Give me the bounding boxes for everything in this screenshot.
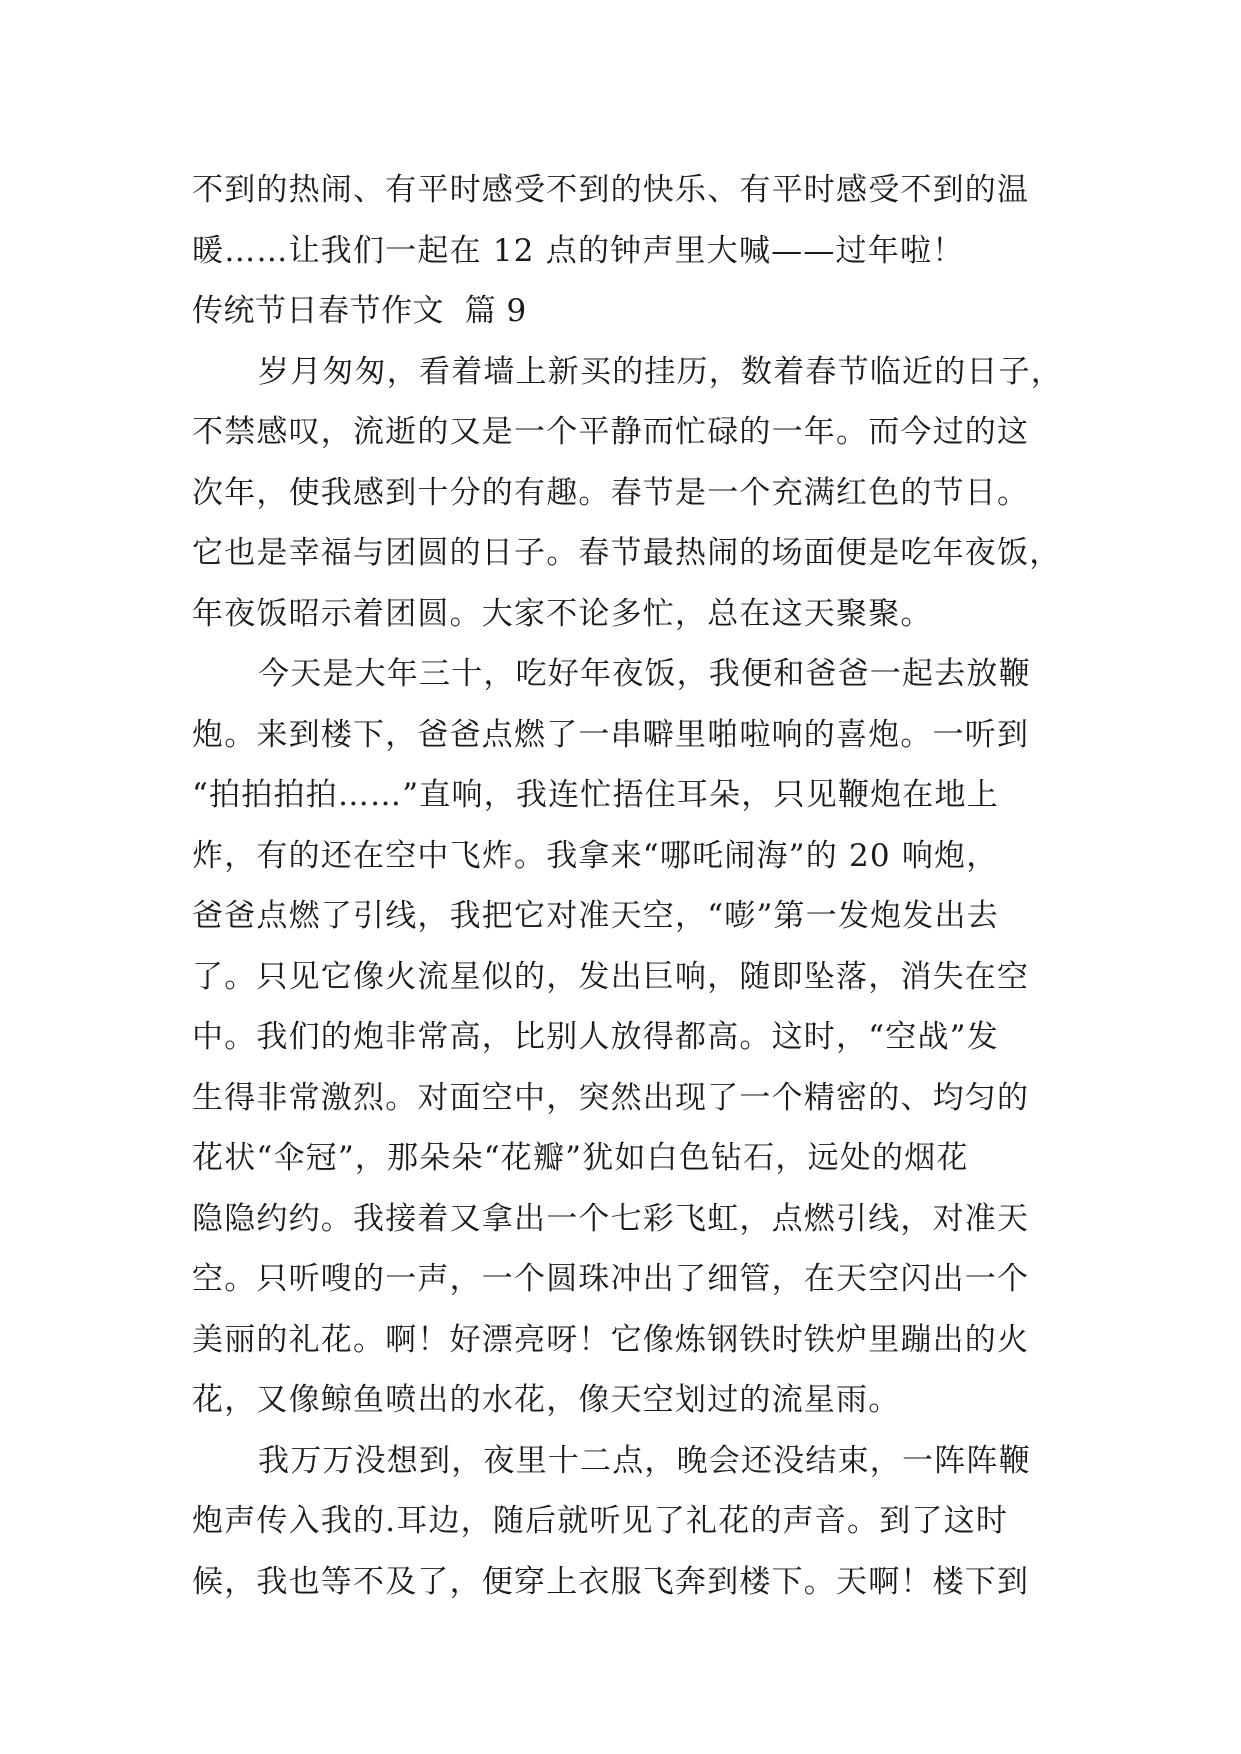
essay-text [192,160,1062,1612]
essay-heading: 传统节日春节作文 篇 9 [192,293,527,329]
paragraph-2-line: 美丽的礼花。啊！好漂亮呀！它像炼钢铁时铁炉里蹦出的火 [192,1321,1030,1358]
paragraph-1-line: 岁月匆匆，看着墙上新买的挂历，数着春节临近的日子， [258,353,1063,390]
paragraph-2-line: 生得非常激烈。对面空中，突然出现了一个精密的、均匀的 [192,1079,1030,1116]
intro-line: 暖……让我们一起在 12 点的钟声里大喊——过年啦！ [192,232,965,269]
paragraph-2-line: 爸爸点燃了引线，我把它对准天空，“嘭”第一发炮发出去 [192,898,999,934]
paragraph-2-line: 今天是大年三十，吃好年夜饭，我便和爸爸一起去放鞭 [258,656,1031,692]
paragraph-2-line: “拍拍拍拍……”直响，我连忙捂住耳朵，只见鞭炮在地上 [192,777,999,813]
paragraph-2-line: 了。只见它像火流星似的，发出巨响，随即坠落，消失在空 [192,958,1030,995]
paragraph-1-line: 不禁感叹，流逝的又是一个平静而忙碌的一年。而今过的这 [192,414,1030,450]
paragraph-2-line: 中。我们的炮非常高，比别人放得都高。这时，“空战”发 [192,1019,999,1055]
paragraph-2-line: 花，又像鲸鱼喷出的水花，像天空划过的流星雨。 [192,1382,901,1418]
paragraph-1-line: 年夜饭昭示着团圆。大家不论多忙，总在这天聚聚。 [192,595,933,632]
paragraph-2-line: 炸，有的还在空中飞炸。我拿来“哪吒闹海”的 20 响炮， [192,837,999,874]
paragraph-1-line: 它也是幸福与团圆的日子。春节最热闹的场面便是吃年夜饭， [192,535,1062,571]
paragraph-2-line: 空。只听嗖的一声，一个圆珠冲出了细管，在天空闪出一个 [192,1261,1030,1297]
paragraph-3-line: 我万万没想到，夜里十二点，晚会还没结束，一阵阵鞭 [258,1442,1031,1479]
paragraph-2-line: 炮。来到楼下，爸爸点燃了一串噼里啪啦响的喜炮。一听到 [192,716,1030,753]
paragraph-1-line: 次年，使我感到十分的有趣。春节是一个充满红色的节日。 [192,474,1030,511]
paragraph-2-line: 花状“伞冠”，那朵朵“花瓣”犹如白色钻石，远处的烟花 [192,1140,969,1176]
paragraph-2-line: 隐隐约约。我接着又拿出一个七彩飞虹，点燃引线，对准天 [192,1200,1030,1237]
paragraph-3-line: 候，我也等不及了，便穿上衣服飞奔到楼下。天啊！楼下到 [192,1563,1030,1600]
paragraph-3-line: 炮声传入我的.耳边，随后就听见了礼花的声音。到了这时 [192,1503,1009,1539]
intro-line: 不到的热闹、有平时感受不到的快乐、有平时感受不到的温 [192,172,1030,208]
